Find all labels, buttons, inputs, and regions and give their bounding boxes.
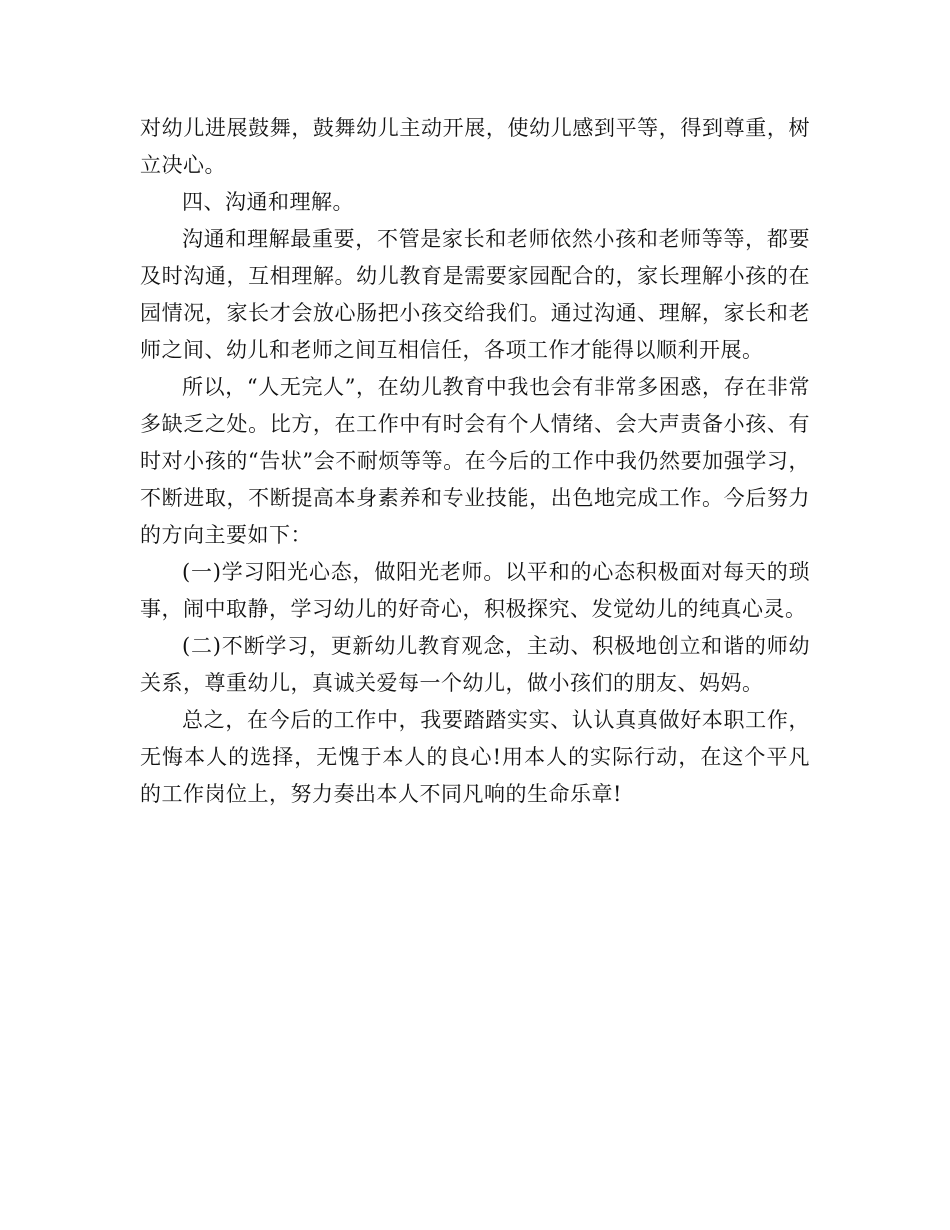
paragraph-goal-one: (一)学习阳光心态，做阳光老师。以平和的心态积极面对每天的琐事，闹中取静，学习幼儿的好奇心，积极探究、发觉幼儿的纯真心灵。	[140, 560, 810, 621]
paragraph-conclusion: 总之，在今后的工作中，我要踏踏实实、认认真真做好本职工作，无悔本人的选择，无愧于本人的良心!用本人的实际行动，在这个平凡的工作岗位上，努力奏出本人不同凡响的生命乐章!	[140, 708, 810, 806]
section-heading-communication: 四、沟通和理解。	[182, 190, 354, 214]
paragraph-continuation: 对幼儿进展鼓舞，鼓舞幼儿主动开展，使幼儿感到平等，得到尊重，树立决心。	[140, 116, 810, 177]
paragraph-shortcomings: 所以，“人无完人”，在幼儿教育中我也会有非常多困惑，存在非常多缺乏之处。比方，在工作中有时会有个人情绪、会大声责备小孩、有时对小孩的“告状”会不耐烦等等。在今后的工作中我仍然要加强学习，不断进取，不断提高本身素养和专业技能，出色地完成工作。今后努力的方向主要如下：	[140, 375, 810, 547]
paragraph-communication: 沟通和理解最重要，不管是家长和老师依然小孩和老师等等，都要及时沟通，互相理解。幼儿教育是需要家园配合的，家长理解小孩的在园情况，家长才会放心肠把小孩交给我们。通过沟通、理解，家长和老师之间、幼儿和老师之间互相信任，各项工作才能得以顺利开展。	[140, 227, 810, 362]
paragraph-goal-two: (二)不断学习，更新幼儿教育观念，主动、积极地创立和谐的师幼关系，尊重幼儿，真诚关爱每一个幼儿，做小孩们的朋友、妈妈。	[140, 634, 810, 695]
document-body	[140, 110, 810, 813]
